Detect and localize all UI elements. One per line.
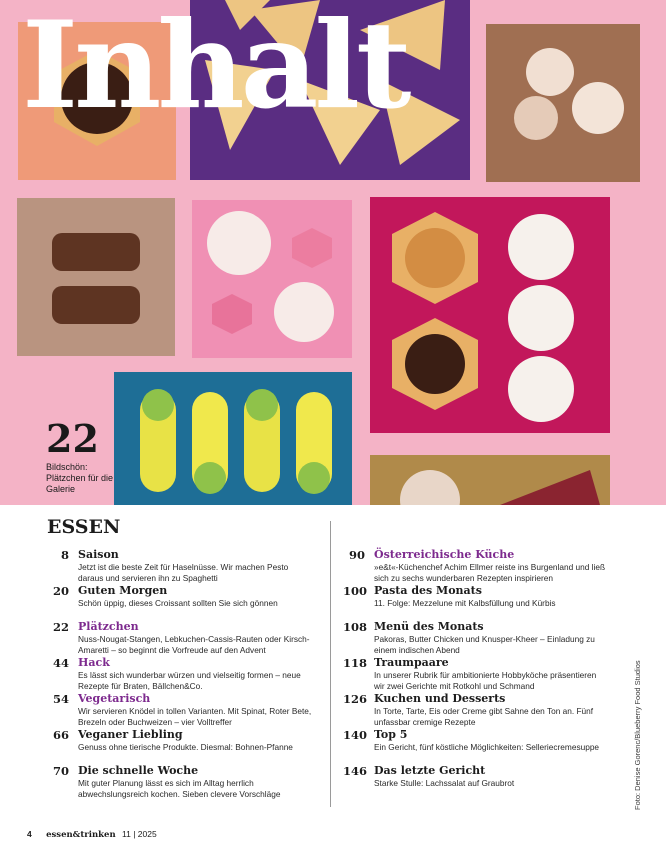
toc-page-number: 100 [343,584,368,598]
toc-entry-description: Es lässt sich wunderbar würzen und vielseitig formen – neue Rezepte für Braten, Bällchen&Co. [78,670,301,691]
toc-page-number: 8 [60,548,69,562]
toc-entry-title: Hack [78,656,110,669]
toc-entry-title: Kuchen und Desserts [374,692,506,705]
toc-entry-title: Vegetarisch [78,692,151,705]
toc-entry-title: Top 5 [374,728,408,741]
toc-page-number: 20 [52,584,69,598]
toc-entry-title: Veganer Liebling [78,728,183,741]
toc-page-number: 90 [348,548,365,562]
toc-entry[interactable] [47,548,307,584]
toc-right-column [343,548,608,800]
toc-page-number: 66 [52,728,69,742]
toc-entry[interactable] [343,764,608,800]
toc-entry-title: Saison [78,548,119,561]
toc-entry[interactable] [343,728,608,764]
page-title: Inhalt [22,0,408,136]
toc-entry-description: Genuss ohne tierische Produkte. Diesmal: Bohnen-Pfanne [78,742,293,752]
footer-issue: 11 | 2025 [122,829,157,839]
toc-page-number: 118 [343,656,368,670]
toc-left-column [47,548,312,800]
section-title: ESSEN [47,516,121,538]
page-footer [27,829,157,840]
toc-entry-title: Plätzchen [78,620,139,633]
toc-entry-title: Österreichische Küche [374,548,515,561]
toc-entry-description: Wir servieren Knödel in tollen Varianten. Mit Spinat, Roter Bete, Brezeln oder Buchweizen – vier Volltreffer [78,706,312,727]
toc-entry-description: In unserer Rubrik für ambitionierte Hobbyköche präsentieren wir zwei Gerichte mit Rotkohl und Schmand [374,670,597,691]
toc-entry-description: Nuss-Nougat-Stangen, Lebkuchen-Cassis-Rauten oder Kirsch-Amaretti – so beginnt die Vorfreude auf den Advent [78,634,310,655]
toc-entry[interactable] [343,620,608,656]
toc-page-number: 70 [52,764,69,778]
toc-entry[interactable] [47,620,310,656]
toc-entry[interactable] [343,656,608,692]
toc-page-number: 108 [343,620,368,634]
toc-page-number: 22 [52,620,69,634]
toc-page-number: 146 [343,764,368,778]
toc-entry[interactable] [47,584,307,620]
toc-entry-description: Schön üppig, dieses Croissant sollten Sie sich gönnen [78,598,278,608]
toc-page-number: 126 [343,692,368,706]
toc-entry-description: Jetzt ist die beste Zeit für Haselnüsse. Wir machen Pesto daraus und servieren ihn zu Spaghetti [78,562,289,583]
toc-page-number: 140 [343,728,368,742]
toc-entry-title: Das letzte Gericht [374,764,486,777]
feature-page-number: 22 [46,416,99,461]
toc-entry[interactable] [47,692,312,728]
toc-entry[interactable] [343,692,608,728]
photo-credit: Foto: Denise Gorenc/Blueberry Food Studios [633,660,642,810]
toc-entry[interactable] [47,764,307,800]
toc-entry[interactable] [343,584,608,620]
taupe-canvas [17,198,175,356]
footer-page-number: 4 [27,829,32,839]
feature-caption: Bildschön: Plätzchen für die Galerie [46,462,114,494]
toc-entry-description: In Torte, Tarte, Eis oder Creme gibt Sahne den Ton an. Fünf unfassbar cremige Rezepte [374,706,594,727]
footer-brand: essen&trinken [46,830,116,840]
column-divider [330,521,331,807]
toc-entry[interactable] [47,656,307,692]
toc-entry-description: Starke Stulle: Lachssalat auf Graubrot [374,778,515,788]
toc-entry[interactable] [47,728,307,764]
toc-entry-title: Traumpaare [374,656,449,669]
toc-page-number: 44 [52,656,69,670]
toc-page-number: 54 [52,692,69,706]
toc-entry-description: Mit guter Planung lässt es sich im Alltag herrlich abwechslungsreich kochen. Sieben clevere Vorschläge [78,778,281,799]
toc-entry-description: »e&t«-Küchenchef Achim Ellmer reiste ins Burgenland und ließ sich zu sechs wunderbaren Rezepten inspirieren [374,562,606,583]
toc-entry-title: Guten Morgen [78,584,168,597]
toc-entry-title: Pasta des Monats [374,584,482,597]
toc-entry-title: Menü des Monats [374,620,484,633]
toc-entry-description: 11. Folge: Mezzelune mit Kalbsfüllung und Kürbis [374,598,556,608]
toc-entry-description: Ein Gericht, fünf köstliche Möglichkeiten: Selleriecremesuppe [374,742,600,752]
toc-entry-title: Die schnelle Woche [78,764,199,777]
toc-entry[interactable] [343,548,608,584]
toc-entry-description: Pakoras, Butter Chicken und Knusper-Kheer – Einladung zu einem indischen Abend [374,634,595,655]
